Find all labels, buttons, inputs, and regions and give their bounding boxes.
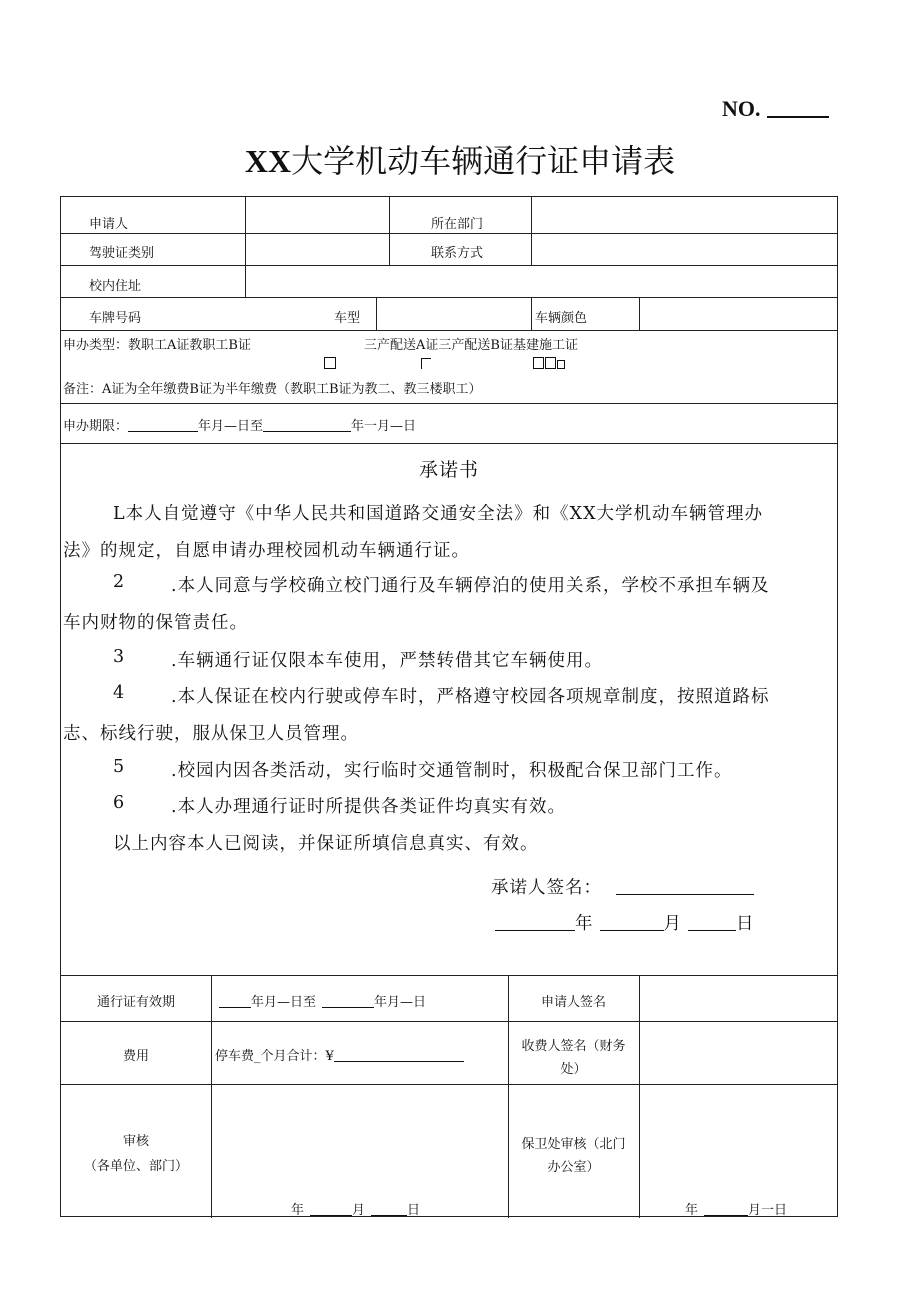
pledge-item-4-line-2: 志、标线行驶，服从保卫人员管理。 xyxy=(63,724,359,744)
period-year1: 年 xyxy=(198,419,212,434)
pledge-item-4-line-1: .本人保证在校内行驶或停车时，严格遵守校园各项规章制度，按照道路标 xyxy=(171,687,770,707)
validity-label: 通行证有效期 xyxy=(96,995,175,1010)
validity-end: 月—日 xyxy=(387,995,427,1010)
col-divider xyxy=(389,197,390,265)
row-divider xyxy=(61,330,837,331)
col-divider xyxy=(639,297,640,330)
pledge-item-5-line-1: .校园内因各类活动，实行临时交通管制时，积极配合保卫部门工作。 xyxy=(171,761,733,781)
security-month-blank[interactable] xyxy=(704,1201,748,1216)
checkbox-delivery[interactable] xyxy=(421,354,431,373)
applicant-signature-label: 申请人签名 xyxy=(540,995,606,1010)
period-start-year-blank[interactable] xyxy=(128,417,198,432)
signer-label: 承诺人签名： xyxy=(491,878,602,898)
title-text: 大学机动车辆通行证申请表 xyxy=(291,142,676,180)
col-divider xyxy=(531,197,532,265)
page-title xyxy=(0,136,920,182)
row-divider xyxy=(61,443,837,444)
row-divider xyxy=(61,265,837,266)
form-number-blank xyxy=(767,96,829,118)
application-form-table xyxy=(60,196,838,1217)
col-divider xyxy=(508,975,509,1218)
pledge-item-2-line-2: 车内财物的保管责任。 xyxy=(63,613,248,633)
plate-number-label: 车牌号码 xyxy=(89,311,142,326)
row-divider xyxy=(61,1021,837,1022)
pledge-year-blank[interactable] xyxy=(495,916,575,931)
pledge-item-2-line-1: .本人同意与学校确立校门通行及车辆停泊的使用关系，学校不承担车辆及 xyxy=(171,576,770,596)
col-divider xyxy=(639,975,640,1218)
pledge-item-1-line-2: 法》的规定，自愿申请办理校园机动车辆通行证。 xyxy=(63,541,470,561)
car-model-label: 车型 xyxy=(334,311,361,326)
pledge-day-blank[interactable] xyxy=(688,916,736,931)
car-color-label: 车辆颜色 xyxy=(535,311,588,326)
title-prefix: XX xyxy=(244,143,292,179)
period-year2: 年一月—日 xyxy=(351,419,417,434)
validity-year1: 年 xyxy=(251,995,265,1010)
pledge-item-5-number: 5 xyxy=(113,757,126,777)
security-review-line-1: 保卫处审核（北门 xyxy=(521,1137,626,1152)
validity-row xyxy=(219,991,426,1010)
validity-mid: 月—日至 xyxy=(264,995,317,1010)
pledge-date-year: 年 xyxy=(575,914,594,934)
applicant-label: 申请人 xyxy=(89,217,129,232)
pledge-closing: 以上内容本人已阅读，并保证所填信息真实、有效。 xyxy=(113,834,539,854)
department-label: 所在部门 xyxy=(431,217,484,232)
form-number xyxy=(722,96,829,122)
pledge-item-2-number: 2 xyxy=(113,572,126,592)
pledge-item-6-line-1: .本人办理通行证时所提供各类证件均真实有效。 xyxy=(171,797,567,817)
remark-text: 备注：A证为全年缴费B证为半年缴费（教职工B证为教二、教三楼职工） xyxy=(63,382,482,397)
fee-label: 费用 xyxy=(122,1049,149,1064)
pledge-item-4-number: 4 xyxy=(113,683,126,703)
pledge-title: 承诺书 xyxy=(418,459,479,481)
review-date-day: 日 xyxy=(407,1203,421,1218)
collector-signature-line-1: 收费人签名（财务 xyxy=(521,1039,626,1054)
form-number-label: NO. xyxy=(722,96,761,121)
license-type-label: 驾驶证类别 xyxy=(89,246,155,261)
pledge-item-6-number: 6 xyxy=(113,793,126,813)
campus-address-label: 校内住址 xyxy=(89,279,142,294)
review-label-line-1: 审核 xyxy=(122,1134,149,1149)
review-date-month: 月 xyxy=(352,1203,366,1218)
row-divider xyxy=(61,1084,837,1085)
col-divider xyxy=(245,197,246,265)
review-day-blank[interactable] xyxy=(371,1201,407,1216)
row-divider xyxy=(61,403,837,404)
review-date-year: 年 xyxy=(291,1203,305,1218)
row-divider xyxy=(61,975,837,976)
period-mid: 月—日至 xyxy=(211,419,264,434)
checkbox-staff[interactable] xyxy=(324,354,336,373)
apply-type-more: 三产配送A证三产配送B证基建施工证 xyxy=(364,338,578,353)
fee-text: 停车费_个月合计：¥ xyxy=(215,1049,334,1064)
security-date-year: 年 xyxy=(685,1203,699,1218)
security-date-row xyxy=(685,1199,787,1218)
signer-row xyxy=(491,874,754,899)
pledge-month-blank[interactable] xyxy=(600,916,664,931)
pledge-item-1-line-1: L本人自觉遵守《中华人民共和国道路交通安全法》和《XX大学机动车辆管理办 xyxy=(113,504,764,524)
validity-year2: 年 xyxy=(374,995,388,1010)
col-divider xyxy=(245,265,246,297)
review-date-row xyxy=(291,1199,420,1218)
fee-row xyxy=(215,1045,464,1064)
signer-signature-blank[interactable] xyxy=(616,880,754,895)
pledge-item-3-number: 3 xyxy=(113,647,126,667)
collector-signature-line-2: 处） xyxy=(560,1062,587,1077)
review-label-line-2: （各单位、部门） xyxy=(83,1159,188,1174)
validity-start-year-blank[interactable] xyxy=(219,993,251,1008)
security-review-line-2: 办公室） xyxy=(547,1160,600,1175)
pledge-date-row xyxy=(495,910,755,935)
col-divider xyxy=(531,297,532,330)
row-divider xyxy=(61,233,837,234)
pledge-date-month: 月 xyxy=(663,914,682,934)
contact-label: 联系方式 xyxy=(431,246,484,261)
fee-amount-blank[interactable] xyxy=(334,1047,464,1062)
review-month-blank[interactable] xyxy=(310,1201,352,1216)
col-divider xyxy=(376,297,377,330)
period-row xyxy=(63,415,416,434)
period-end-year-blank[interactable] xyxy=(263,417,351,432)
apply-type-label: 申办类型：教职工A证教职工B证 xyxy=(63,338,251,353)
checkbox-construction[interactable] xyxy=(533,354,566,373)
col-divider xyxy=(211,975,212,1218)
row-divider xyxy=(61,297,837,298)
pledge-item-3-line-1: .车辆通行证仅限本车使用，严禁转借其它车辆使用。 xyxy=(171,651,604,671)
period-label: 申办期限： xyxy=(63,419,129,434)
pledge-date-day: 日 xyxy=(736,914,755,934)
security-date-rest: 月一日 xyxy=(748,1203,788,1218)
validity-end-year-blank[interactable] xyxy=(322,993,374,1008)
